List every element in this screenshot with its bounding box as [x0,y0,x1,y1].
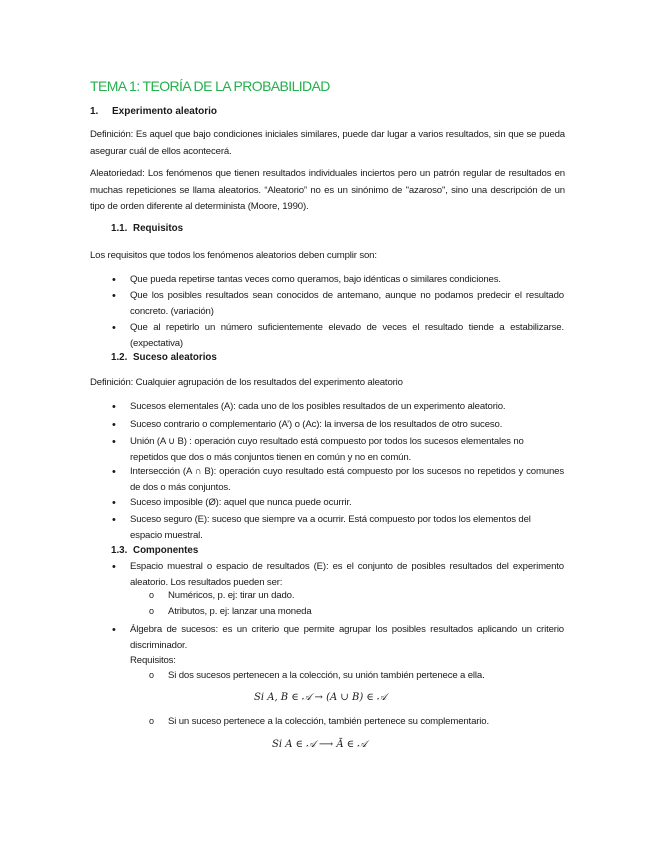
section-1-1-heading [111,223,183,234]
bullet-marker: • [112,497,116,509]
section-1-3-heading [111,545,198,556]
list-item-text: Que los posibles resultados sean conocidos de antemano, aunque no podamos predecir el resultado concreto. (variación) [130,290,564,317]
section-1-2-heading [111,352,217,363]
list-item [112,512,564,544]
circle-marker: o [149,606,154,616]
circle-marker: o [149,716,154,726]
sub-list-item [149,606,312,617]
aleatoriedad-paragraph: Aleatoriedad: Los fenómenos que tienen resultados individuales inciertos pero un patrón regular de resultados en muchas repeticiones se llama aleatorios. “Aleatorio” no es un sinónimo de "azaroso", sino una descripción de un tipo de orden diferente al determinista (Moore, 1990). [90,168,565,212]
sub-list-item-text: Atributos, p. ej: lanzar una moneda [168,606,312,617]
sub-list-item-text: Si un suceso pertenece a la colección, también pertenece su complementario. [168,716,489,727]
bullet-marker: • [112,322,116,334]
bullet-marker: • [112,466,116,478]
section-1-heading [90,106,217,117]
bullet-marker: • [112,290,116,302]
union-formula: Si A, B ∈ 𝒜 → (A ∪ B) ∈ 𝒜 [254,692,387,703]
list-item [112,272,564,288]
list-item-text: Espacio muestral o espacio de resultados (E): es el conjunto de posibles resultados del experimento aleatorio. Los resultados pueden ser: [130,561,564,588]
list-item [112,399,564,415]
list-item-text: Unión (A ∪ B) : operación cuyo resultado está compuesto por todos los sucesos elementales no repetidos que dos o más conjuntos tienen en común y no en común. [130,436,524,463]
sub-list-item-text: Si dos sucesos pertenecen a la colección, su unión también pertenece a ella. [168,670,485,681]
section-title: Requisitos [133,223,184,234]
sub-list-item [149,670,485,681]
sucesos-definition: Definición: Cualquier agrupación de los resultados del experimento aleatorio [90,377,403,388]
definition-paragraph: Definición: Es aquel que bajo condiciones iniciales similares, puede dar lugar a varios resultados, sin que se pueda asegurar cuál de ellos acontecerá. [90,129,565,157]
section-title: Componentes [133,545,199,556]
section-title: Suceso aleatorios [133,352,217,363]
list-item-text: Que pueda repetirse tantas veces como queramos, bajo idénticas o similares condiciones. [130,274,501,285]
requisitos-intro: Los requisitos que todos los fenómenos aleatorios deben cumplir son: [90,250,377,261]
list-item-text: Sucesos elementales (A): cada uno de los posibles resultados de un experimento aleatorio. [130,401,506,412]
section-number: 1.3. [111,545,128,556]
bullet-marker: • [112,514,116,526]
list-item-text: Suceso imposible (Ø): aquel que nunca puede ocurrir. [130,497,352,508]
circle-marker: o [149,590,154,600]
complement-formula: Si A ∈ 𝒜 ⟶ Ā ∈ 𝒜 [272,739,367,750]
bullet-marker: • [112,274,116,286]
circle-marker: o [149,670,154,680]
list-item-text: Que al repetirlo un número suficientemente elevado de veces el resultado tiende a estabilizarse. (expectativa) [130,322,564,349]
bullet-marker: • [112,561,116,573]
sub-list-item-text: Numéricos, p. ej: tirar un dado. [168,590,295,601]
list-item-text: Suceso seguro (E): suceso que siempre va a ocurrir. Está compuesto por todos los elementos del espacio muestral. [130,514,531,541]
document-title: TEMA 1: TEORÍA DE LA PROBABILIDAD [90,78,330,94]
bullet-marker: • [112,624,116,636]
list-item-text: Suceso contrario o complementario (A’) o (Ac): la inversa de los resultados de otro suceso. [130,419,503,430]
section-number: 1.2. [111,352,128,363]
list-item [112,464,564,496]
list-item [112,495,564,511]
sub-list-item [149,590,294,601]
list-item [112,434,564,466]
list-item-text: Intersección (A ∩ B): operación cuyo resultado está compuesto por los sucesos no repetidos y comunes de dos o más conjuntos. [130,466,564,493]
section-number: 1. [90,106,99,117]
bullet-marker: • [112,436,116,448]
list-item-text: Álgebra de sucesos: es un criterio que permite agrupar los posibles resultados aplicando un criterio discriminador. [130,624,564,651]
list-item [112,320,564,352]
section-title: Experimento aleatorio [112,106,218,117]
bullet-marker: • [112,419,116,431]
requisitos-label: Requisitos: [130,655,176,666]
list-item [112,622,564,654]
bullet-marker: • [112,401,116,413]
section-number: 1.1. [111,223,128,234]
sub-list-item [149,716,489,727]
list-item [112,417,564,433]
list-item [112,559,564,591]
list-item [112,288,564,320]
